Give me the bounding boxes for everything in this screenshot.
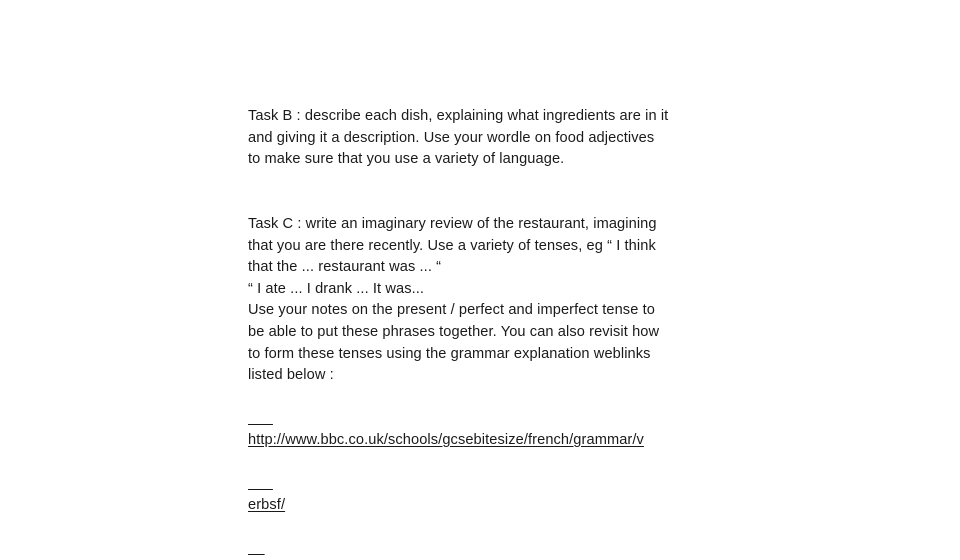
task-c-paragraph xyxy=(248,214,718,560)
task-b-line: to make sure that you use a variety of language. xyxy=(248,151,565,168)
task-c-line: Task C : write an imaginary review of the restaurant, imagining xyxy=(248,216,657,232)
task-c-line: to form these tenses using the grammar explanation weblinks xyxy=(248,345,651,362)
task-b-line: Task B : describe each dish, explaining what ingredients are in it xyxy=(248,108,669,124)
task-b-paragraph xyxy=(248,106,718,171)
task-c-line: Use your notes on the present / perfect and imperfect tense to xyxy=(248,302,655,319)
task-c-line: be able to put these phrases together. You can also revisit how xyxy=(248,323,660,340)
task-b-line: and giving it a description. Use your wordle on food adjectives xyxy=(248,129,655,146)
grammar-weblink[interactable] xyxy=(248,387,718,560)
task-c-line: that the ... restaurant was ... “ xyxy=(248,259,442,276)
task-c-line: “ I ate ... I drank ... It was... xyxy=(248,280,425,297)
grammar-weblink-line[interactable]: erbsf/ xyxy=(248,496,286,513)
task-c-line: listed below : xyxy=(248,367,334,384)
task-c-line: that you are there recently. Use a variety of tenses, eg “ I think xyxy=(248,237,656,254)
grammar-weblink-line[interactable]: http://www.bbc.co.uk/schools/gcsebitesize/french/grammar/v xyxy=(248,431,644,448)
